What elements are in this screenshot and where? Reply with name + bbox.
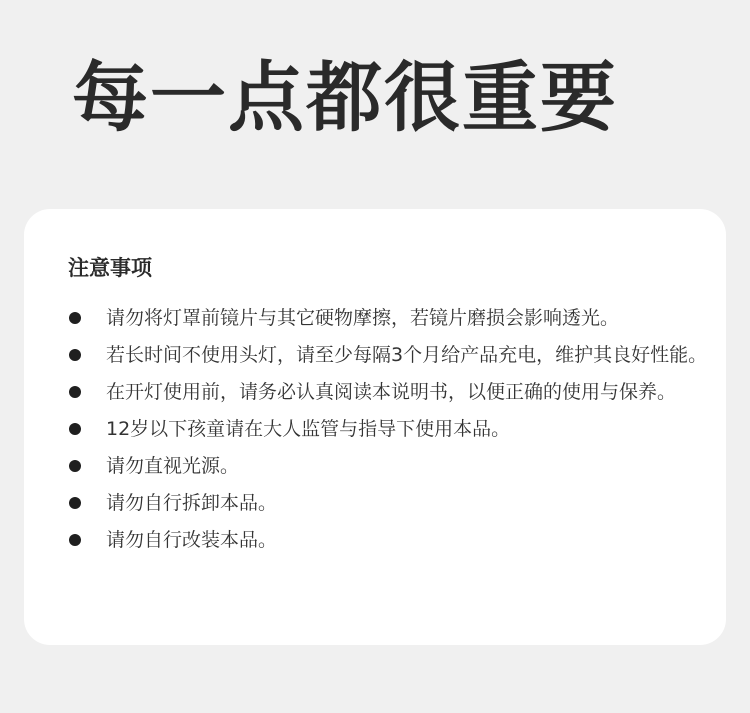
notice-item-text: 请勿将灯罩前镜片与其它硬物摩擦，若镜片磨损会影响透光。 xyxy=(106,307,620,329)
notice-item-text: 请勿直视光源。 xyxy=(106,455,240,477)
bullet-icon xyxy=(69,423,81,435)
notice-item-text: 请勿自行拆卸本品。 xyxy=(106,492,278,514)
bullet-icon xyxy=(69,312,81,324)
notice-item xyxy=(68,375,708,409)
bullet-icon xyxy=(69,349,81,361)
bullet-icon xyxy=(69,386,81,398)
bullet-icon xyxy=(69,534,81,546)
bullet-icon xyxy=(69,497,81,509)
notice-item xyxy=(68,338,708,372)
notice-item xyxy=(68,301,708,335)
page-headline: 每一点都很重要 xyxy=(72,53,618,142)
notice-item-text: 请勿自行改装本品。 xyxy=(106,529,278,551)
notice-item xyxy=(68,486,708,520)
notice-card xyxy=(24,209,726,645)
notice-item xyxy=(68,449,708,483)
notice-title: 注意事项 xyxy=(68,256,152,280)
notice-item-text: 12岁以下孩童请在大人监管与指导下使用本品。 xyxy=(106,418,511,440)
notice-item xyxy=(68,412,708,446)
bullet-icon xyxy=(69,460,81,472)
notice-item-text: 在开灯使用前，请务必认真阅读本说明书，以便正确的使用与保养。 xyxy=(106,381,677,403)
notice-item xyxy=(68,523,708,557)
notice-item-text: 若长时间不使用头灯，请至少每隔3个月给产品充电，维护其良好性能。 xyxy=(106,344,708,366)
notice-list xyxy=(68,301,708,560)
